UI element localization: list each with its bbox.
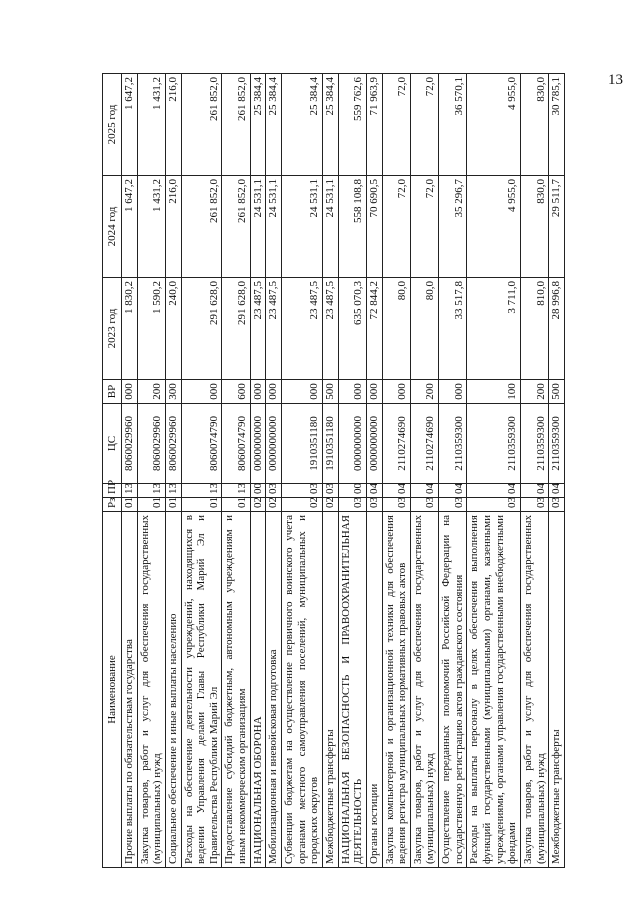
cell-rz: 03 (382, 498, 410, 512)
cell-y2024: 24 531,1 (322, 176, 338, 278)
cell-y2024: 261 852,0 (181, 176, 222, 278)
cell-y2023: 23 487,5 (266, 278, 282, 380)
cell-y2023: 23 487,5 (250, 278, 266, 380)
cell-rz: 03 (366, 498, 382, 512)
cell-y2025: 71 963,9 (366, 74, 382, 176)
cell-name: Прочие выплаты по обязательствам государства (122, 512, 138, 868)
cell-pr: 04 (467, 484, 521, 498)
cell-name: Социальное обеспечение и иные выплаты населению (165, 512, 181, 868)
cell-pr: 04 (439, 484, 467, 498)
cell-pr: 04 (410, 484, 438, 498)
cell-y2023: 1 590,2 (137, 278, 165, 380)
cell-cs: 8060029960 (122, 404, 138, 484)
table-header-row (103, 74, 122, 868)
cell-name: Мобилизационная и вневойсковая подготовка (266, 512, 282, 868)
cell-pr: 03 (282, 484, 323, 498)
cell-y2023: 635 070,3 (338, 278, 366, 380)
cell-name: Закупка компьютерной и организационной техники для обеспечения ведения регистра муниципальных нормативных правовых актов (382, 512, 410, 868)
cell-y2025: 25 384,4 (266, 74, 282, 176)
cell-rz: 01 (165, 498, 181, 512)
cell-name: Субвенции бюджетам на осуществление первичного воинского учета органами местного самоуправления поселений, муниципальных и городских округов (282, 512, 323, 868)
cell-vr: 200 (520, 380, 548, 404)
cell-rz: 03 (520, 498, 548, 512)
rotated-table-container (102, 75, 565, 868)
cell-vr: 000 (122, 380, 138, 404)
header-2025: 2025 год (103, 74, 122, 176)
cell-y2024: 1 647,2 (122, 176, 138, 278)
cell-cs: 2110359300 (520, 404, 548, 484)
cell-y2025: 25 384,4 (250, 74, 266, 176)
cell-y2023: 3 711,0 (467, 278, 521, 380)
cell-y2025: 4 955,0 (467, 74, 521, 176)
cell-rz: 01 (137, 498, 165, 512)
cell-rz: 02 (250, 498, 266, 512)
cell-rz: 01 (222, 498, 250, 512)
cell-vr: 100 (467, 380, 521, 404)
cell-y2024: 1 431,2 (137, 176, 165, 278)
cell-pr: 13 (165, 484, 181, 498)
cell-cs: 8060029960 (137, 404, 165, 484)
cell-vr: 200 (137, 380, 165, 404)
table-row (250, 74, 266, 868)
cell-rz: 03 (467, 498, 521, 512)
cell-name: Закупка товаров, работ и услуг для обеспечения государственных (муниципальных) нужд (520, 512, 548, 868)
cell-pr: 03 (322, 484, 338, 498)
cell-pr: 13 (137, 484, 165, 498)
cell-name: Расходы на обеспечение деятельности учреждений, находящихся в ведении Управления делами Главы Республики Марий Эл и Правительства Республики Марий Эл (181, 512, 222, 868)
cell-cs: 2110274690 (410, 404, 438, 484)
table-body (122, 74, 565, 868)
table-row (222, 74, 250, 868)
cell-rz: 03 (338, 498, 366, 512)
cell-pr: 03 (266, 484, 282, 498)
cell-vr: 600 (222, 380, 250, 404)
cell-name: Межбюджетные трансферты (322, 512, 338, 868)
cell-y2023: 80,0 (382, 278, 410, 380)
header-2024: 2024 год (103, 176, 122, 278)
header-rz: Рз (103, 498, 122, 512)
cell-name: Закупка товаров, работ и услуг для обеспечения государственных (муниципальных) нужд (410, 512, 438, 868)
table-row (122, 74, 138, 868)
cell-cs: 1910351180 (322, 404, 338, 484)
cell-pr: 04 (366, 484, 382, 498)
cell-name: Расходы на выплаты персоналу в целях обеспечения выполнения функций государственными (муниципальными) органами, казенными учреждениями, органами управления государственными внебюджетными фондами (467, 512, 521, 868)
cell-y2023: 1 830,2 (122, 278, 138, 380)
cell-y2023: 28 996,8 (549, 278, 565, 380)
table-row (282, 74, 323, 868)
cell-y2024: 24 531,1 (266, 176, 282, 278)
cell-vr: 200 (410, 380, 438, 404)
cell-rz: 02 (266, 498, 282, 512)
cell-y2024: 72,0 (382, 176, 410, 278)
table-row (410, 74, 438, 868)
budget-table (102, 73, 565, 868)
table-row (338, 74, 366, 868)
header-cs: ЦС (103, 404, 122, 484)
cell-vr: 000 (266, 380, 282, 404)
cell-rz: 03 (549, 498, 565, 512)
table-row (165, 74, 181, 868)
cell-vr: 500 (549, 380, 565, 404)
cell-y2023: 72 844,2 (366, 278, 382, 380)
cell-y2025: 36 570,1 (439, 74, 467, 176)
cell-pr: 00 (338, 484, 366, 498)
cell-cs: 0000000000 (366, 404, 382, 484)
cell-y2024: 70 690,5 (366, 176, 382, 278)
cell-name: Закупка товаров, работ и услуг для обеспечения государственных (муниципальных) нужд (137, 512, 165, 868)
cell-rz: 02 (322, 498, 338, 512)
cell-rz: 03 (439, 498, 467, 512)
page-number: 13 (608, 72, 623, 88)
cell-pr: 04 (520, 484, 548, 498)
cell-rz: 02 (282, 498, 323, 512)
table-row (549, 74, 565, 868)
cell-name: Осуществление переданных полномочий Российской Федерации на государственную регистрацию актов гражданского состояния (439, 512, 467, 868)
cell-y2025: 25 384,4 (322, 74, 338, 176)
cell-y2024: 35 296,7 (439, 176, 467, 278)
table-row (382, 74, 410, 868)
cell-cs: 0000000000 (250, 404, 266, 484)
cell-cs: 0000000000 (338, 404, 366, 484)
cell-y2025: 72,0 (410, 74, 438, 176)
table-row (181, 74, 222, 868)
cell-y2023: 23 487,5 (322, 278, 338, 380)
cell-cs: 2110274690 (382, 404, 410, 484)
cell-vr: 000 (366, 380, 382, 404)
cell-y2025: 30 785,1 (549, 74, 565, 176)
cell-y2025: 1 431,2 (137, 74, 165, 176)
cell-pr: 13 (181, 484, 222, 498)
cell-y2023: 810,0 (520, 278, 548, 380)
cell-y2025: 261 852,0 (181, 74, 222, 176)
header-2023: 2023 год (103, 278, 122, 380)
cell-rz: 01 (122, 498, 138, 512)
cell-y2024: 558 108,8 (338, 176, 366, 278)
cell-vr: 000 (282, 380, 323, 404)
cell-cs: 8060074790 (181, 404, 222, 484)
cell-cs: 8060029960 (165, 404, 181, 484)
cell-y2025: 1 647,2 (122, 74, 138, 176)
cell-name: Органы юстиции (366, 512, 382, 868)
header-name: Наименование (103, 512, 122, 868)
cell-y2023: 80,0 (410, 278, 438, 380)
cell-y2025: 216,0 (165, 74, 181, 176)
cell-vr: 000 (338, 380, 366, 404)
cell-pr: 04 (382, 484, 410, 498)
table-row (366, 74, 382, 868)
cell-name: Межбюджетные трансферты (549, 512, 565, 868)
table-row (322, 74, 338, 868)
header-pr: ПР (103, 484, 122, 498)
cell-vr: 000 (439, 380, 467, 404)
cell-cs: 0000000000 (266, 404, 282, 484)
cell-y2023: 23 487,5 (282, 278, 323, 380)
cell-pr: 13 (222, 484, 250, 498)
cell-y2024: 830,0 (520, 176, 548, 278)
header-vr: ВР (103, 380, 122, 404)
cell-vr: 000 (250, 380, 266, 404)
cell-name: НАЦИОНАЛЬНАЯ ОБОРОНА (250, 512, 266, 868)
cell-rz: 03 (410, 498, 438, 512)
cell-vr: 300 (165, 380, 181, 404)
cell-rz: 01 (181, 498, 222, 512)
cell-cs: 2110359300 (467, 404, 521, 484)
cell-cs: 2110359300 (549, 404, 565, 484)
cell-name: НАЦИОНАЛЬНАЯ БЕЗОПАСНОСТЬ И ПРАВООХРАНИТЕЛЬНАЯ ДЕЯТЕЛЬНОСТЬ (338, 512, 366, 868)
cell-y2024: 29 511,7 (549, 176, 565, 278)
cell-cs: 2110359300 (439, 404, 467, 484)
table-row (467, 74, 521, 868)
cell-y2025: 830,0 (520, 74, 548, 176)
cell-y2025: 261 852,0 (222, 74, 250, 176)
table-row (266, 74, 282, 868)
cell-pr: 13 (122, 484, 138, 498)
cell-y2025: 25 384,4 (282, 74, 323, 176)
cell-y2024: 261 852,0 (222, 176, 250, 278)
cell-y2023: 291 628,0 (222, 278, 250, 380)
cell-y2024: 24 531,1 (250, 176, 266, 278)
table-row (137, 74, 165, 868)
cell-cs: 1910351180 (282, 404, 323, 484)
cell-cs: 8060074790 (222, 404, 250, 484)
cell-vr: 000 (382, 380, 410, 404)
cell-y2024: 24 531,1 (282, 176, 323, 278)
table-row (520, 74, 548, 868)
cell-y2023: 291 628,0 (181, 278, 222, 380)
cell-y2024: 72,0 (410, 176, 438, 278)
cell-vr: 500 (322, 380, 338, 404)
cell-vr: 000 (181, 380, 222, 404)
cell-pr: 04 (549, 484, 565, 498)
cell-y2023: 240,0 (165, 278, 181, 380)
cell-y2023: 33 517,8 (439, 278, 467, 380)
cell-y2025: 72,0 (382, 74, 410, 176)
cell-y2024: 4 955,0 (467, 176, 521, 278)
cell-y2024: 216,0 (165, 176, 181, 278)
table-row (439, 74, 467, 868)
cell-name: Предоставление субсидий бюджетным, автономным учреждениям и иным некоммерческим организациям (222, 512, 250, 868)
cell-pr: 00 (250, 484, 266, 498)
cell-y2025: 559 762,6 (338, 74, 366, 176)
